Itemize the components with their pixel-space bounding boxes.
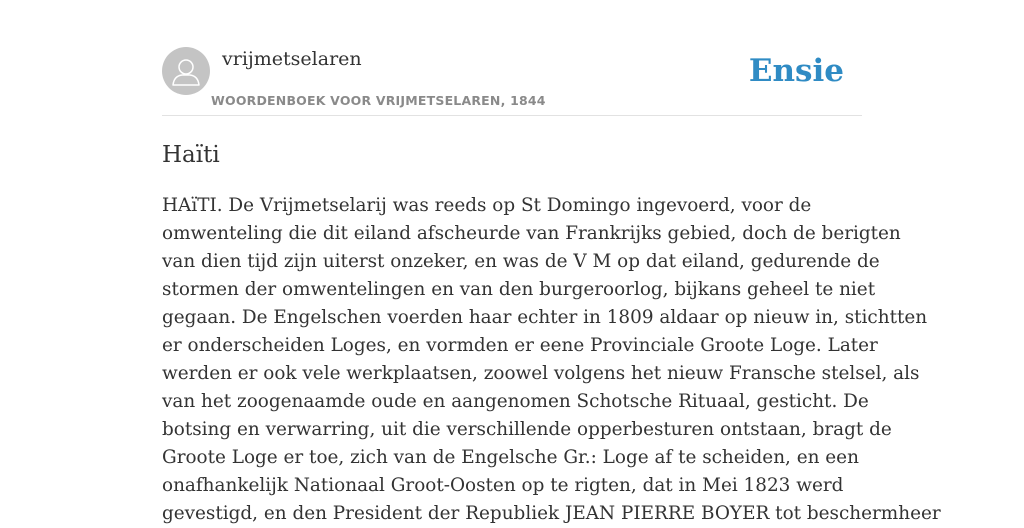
- page-title: Haïti: [162, 142, 220, 168]
- user-icon: [162, 47, 210, 95]
- avatar[interactable]: [162, 47, 210, 95]
- ensie-logo[interactable]: Ensie: [748, 53, 844, 89]
- article-header: [162, 47, 862, 115]
- body-line: stormen der omwentelingen en van den burgeroorlog, bijkans geheel te niet: [162, 279, 876, 300]
- body-line: van het zoogenaamde oude en aangenomen Schotsche Rituaal, gesticht. De: [162, 391, 869, 412]
- body-line: Groote Loge er toe, zich van de Engelsche Gr.: Loge af te scheiden, en een: [162, 447, 859, 468]
- body-line: botsing en verwarring, uit die verschillende opperbesturen ontstaan, bragt de: [162, 419, 892, 440]
- body-line: er onderscheiden Loges, en vormden er eene Provinciale Groote Loge. Later: [162, 335, 878, 356]
- article-body: [162, 192, 941, 528]
- body-line: werden er ook vele werkplaatsen, zoowel volgens het nieuw Fransche stelsel, als: [162, 363, 920, 384]
- source-label[interactable]: WOORDENBOEK VOOR VRIJMETSELAREN, 1844: [211, 93, 546, 108]
- body-line: van dien tijd zijn uiterst onzeker, en was de V M op dat eiland, gedurende de: [162, 251, 880, 272]
- body-line: onafhankelijk Nationaal Groot-Oosten op te rigten, dat in Mei 1823 werd: [162, 475, 844, 496]
- body-line: gegaan. De Engelschen voerden haar echter in 1809 aldaar op nieuw in, stichtten: [162, 307, 928, 328]
- header-divider: [162, 115, 862, 116]
- author-name[interactable]: vrijmetselaren: [222, 48, 362, 70]
- body-line: HAïTI. De Vrijmetselarij was reeds op St Domingo ingevoerd, voor de: [162, 195, 812, 216]
- body-line: omwenteling die dit eiland afscheurde van Frankrijks gebied, doch de berigten: [162, 223, 901, 244]
- body-line: gevestigd, en den President der Republiek JEAN PIERRE BOYER tot beschermheer: [162, 503, 941, 524]
